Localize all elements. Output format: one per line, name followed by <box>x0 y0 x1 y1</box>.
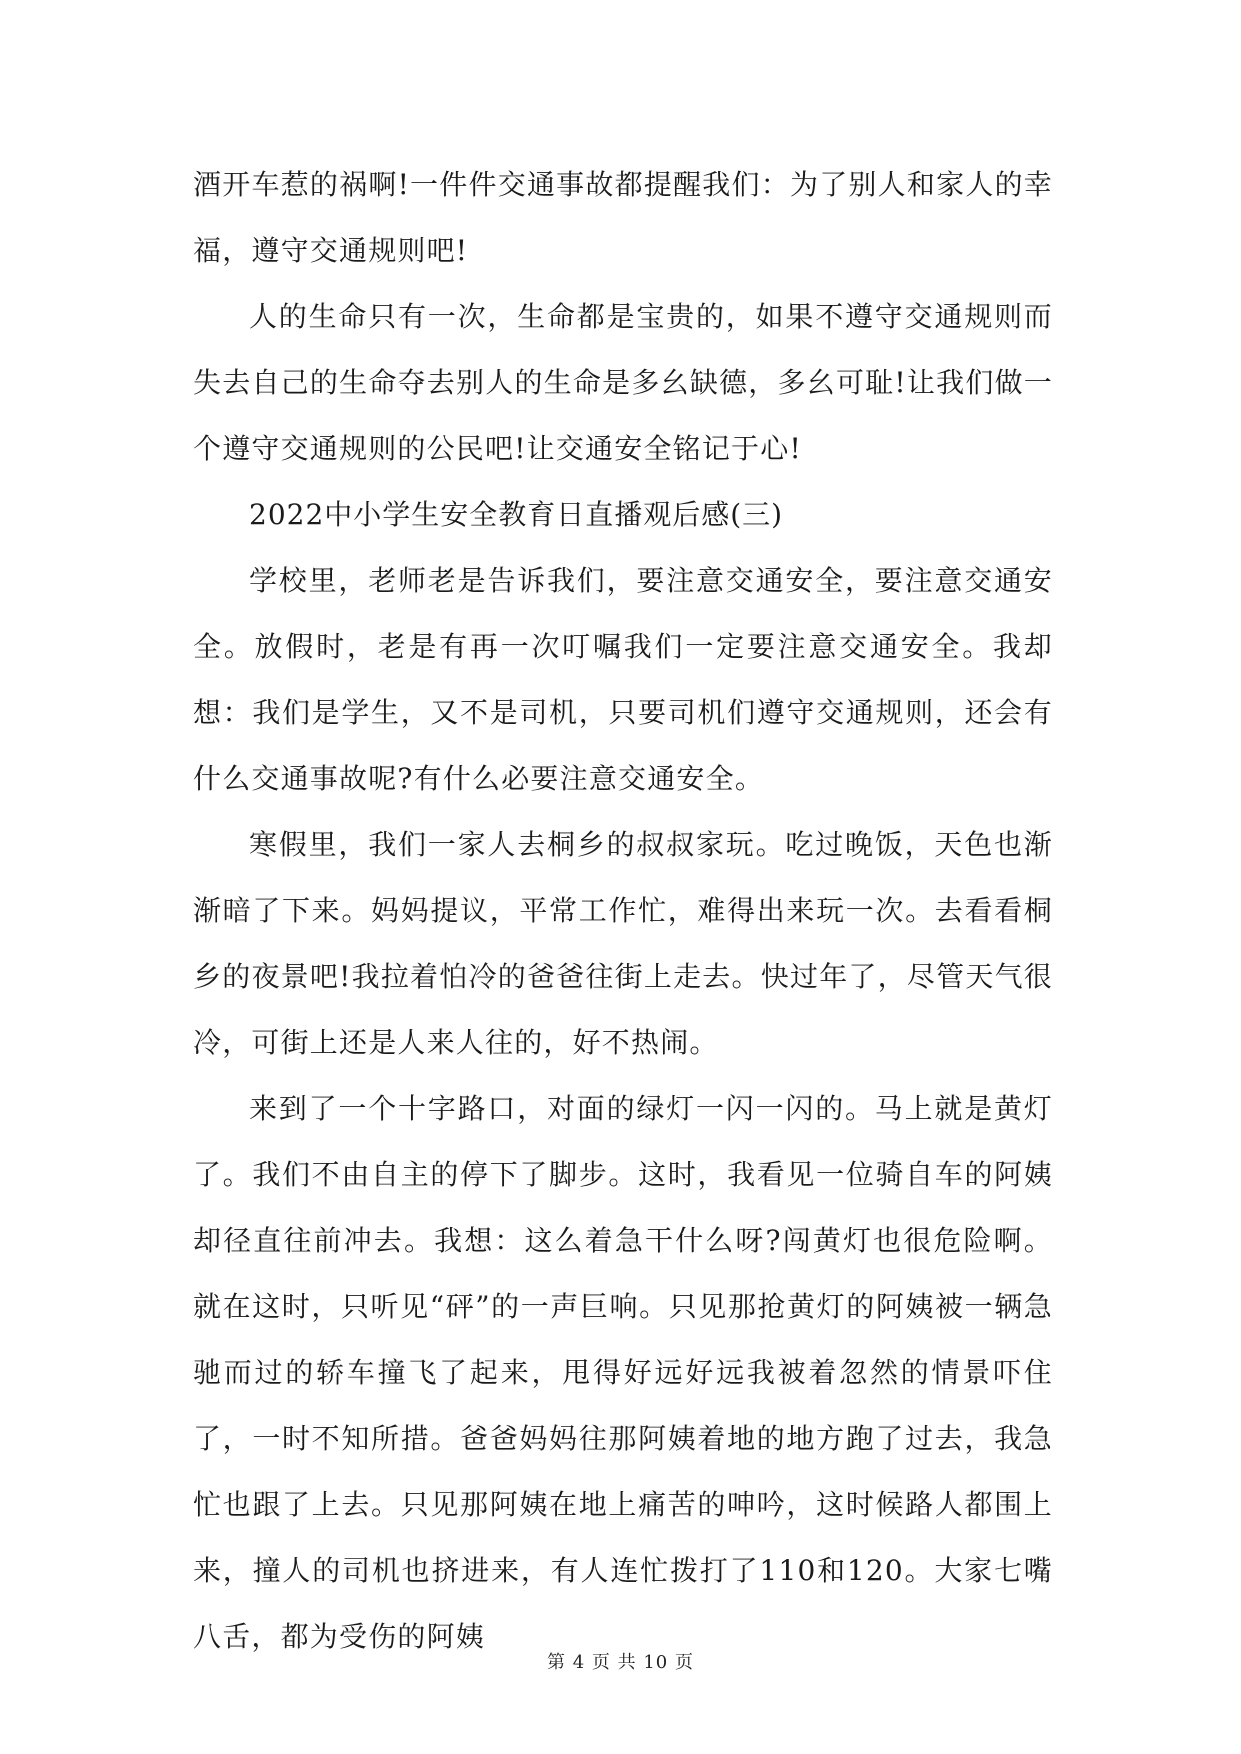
section-heading: 2022中小学生安全教育日直播观后感(三) <box>249 498 784 531</box>
paragraph-1: 酒开车惹的祸啊!一件件交通事故都提醒我们：为了别人和家人的幸福，遵守交通规则吧! <box>193 168 1053 267</box>
document-body <box>193 152 1053 1670</box>
paragraph-4: 寒假里，我们一家人去桐乡的叔叔家玩。吃过晚饭，天色也渐渐暗了下来。妈妈提议，平常工作忙，难得出来玩一次。去看看桐乡的夜景吧!我拉着怕冷的爸爸往街上走去。快过年了，尽管天气很冷，可街上还是人来人往的，好不热闹。 <box>193 828 1053 1059</box>
paragraph-5: 来到了一个十字路口，对面的绿灯一闪一闪的。马上就是黄灯了。我们不由自主的停下了脚步。这时，我看见一位骑自车的阿姨却径直往前冲去。我想：这么着急干什么呀?闯黄灯也很危险啊。就在这时，只听见“砰”的一声巨响。只见那抢黄灯的阿姨被一辆急驰而过的轿车撞飞了起来，甩得好远好远我被着忽然的情景吓住了，一时不知所措。爸爸妈妈往那阿姨着地的地方跑了过去，我急忙也跟了上去。只见那阿姨在地上痛苦的呻吟，这时候路人都围上来，撞人的司机也挤进来，有人连忙拨打了110和120。大家七嘴八舌，都为受伤的阿姨 <box>193 1092 1053 1653</box>
paragraph-2: 人的生命只有一次，生命都是宝贵的，如果不遵守交通规则而失去自己的生命夺去别人的生命是多幺缺德，多幺可耻!让我们做一个遵守交通规则的公民吧!让交通安全铭记于心! <box>193 300 1053 465</box>
paragraph-3: 学校里，老师老是告诉我们，要注意交通安全，要注意交通安全。放假时，老是有再一次叮嘱我们一定要注意交通安全。我却想：我们是学生，又不是司机，只要司机们遵守交通规则，还会有什么交通事故呢?有什么必要注意交通安全。 <box>193 564 1053 795</box>
page-footer: 第 4 页 共 10 页 <box>547 1652 694 1673</box>
